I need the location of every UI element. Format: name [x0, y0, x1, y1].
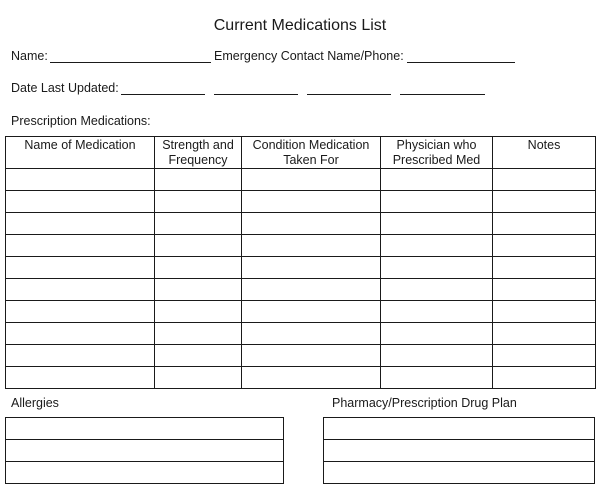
table-cell[interactable] — [493, 257, 596, 279]
table-cell[interactable] — [6, 462, 284, 484]
table-cell[interactable] — [6, 323, 155, 345]
table-cell[interactable] — [155, 213, 242, 235]
table-cell[interactable] — [493, 301, 596, 323]
table-cell[interactable] — [493, 213, 596, 235]
table-cell[interactable] — [242, 191, 381, 213]
date-field-2[interactable] — [214, 94, 298, 95]
table-cell[interactable] — [6, 235, 155, 257]
table-cell[interactable] — [155, 367, 242, 389]
table-cell[interactable] — [242, 323, 381, 345]
table-row — [6, 367, 596, 389]
table-cell[interactable] — [493, 235, 596, 257]
emergency-contact-field[interactable] — [407, 62, 515, 63]
table-cell[interactable] — [381, 191, 493, 213]
table-row — [324, 462, 595, 484]
table-cell[interactable] — [242, 301, 381, 323]
date-field-3[interactable] — [307, 94, 391, 95]
table-cell[interactable] — [242, 235, 381, 257]
table-cell[interactable] — [324, 418, 595, 440]
table-cell[interactable] — [155, 257, 242, 279]
date-updated-label: Date Last Updated: — [11, 81, 119, 95]
table-cell[interactable] — [493, 323, 596, 345]
pharmacy-label: Pharmacy/Prescription Drug Plan — [332, 396, 517, 410]
table-row — [6, 169, 596, 191]
table-row — [6, 462, 284, 484]
column-header: Name of Medication — [6, 137, 155, 169]
table-cell[interactable] — [6, 257, 155, 279]
table-cell[interactable] — [6, 367, 155, 389]
table-cell[interactable] — [242, 257, 381, 279]
table-cell[interactable] — [381, 257, 493, 279]
table-cell[interactable] — [155, 323, 242, 345]
table-cell[interactable] — [6, 279, 155, 301]
table-cell[interactable] — [381, 279, 493, 301]
table-cell[interactable] — [242, 213, 381, 235]
table-row — [6, 418, 284, 440]
date-field-4[interactable] — [400, 94, 485, 95]
column-header: Condition Medication Taken For — [242, 137, 381, 169]
table-cell[interactable] — [6, 191, 155, 213]
table-row — [6, 235, 596, 257]
table-cell[interactable] — [381, 345, 493, 367]
table-cell[interactable] — [381, 213, 493, 235]
prescription-table — [5, 136, 596, 389]
prescription-section-label: Prescription Medications: — [11, 114, 151, 128]
table-cell[interactable] — [6, 301, 155, 323]
table-cell[interactable] — [6, 345, 155, 367]
table-row — [6, 301, 596, 323]
table-cell[interactable] — [6, 418, 284, 440]
table-cell[interactable] — [493, 169, 596, 191]
table-cell[interactable] — [242, 279, 381, 301]
table-cell[interactable] — [493, 345, 596, 367]
table-cell[interactable] — [324, 440, 595, 462]
pharmacy-table — [323, 417, 595, 484]
emergency-contact-label: Emergency Contact Name/Phone: — [214, 49, 404, 63]
table-cell[interactable] — [242, 169, 381, 191]
table-row — [6, 257, 596, 279]
table-cell[interactable] — [493, 279, 596, 301]
table-row — [6, 323, 596, 345]
table-cell[interactable] — [6, 169, 155, 191]
table-row — [324, 440, 595, 462]
name-field[interactable] — [50, 62, 211, 63]
table-cell[interactable] — [155, 235, 242, 257]
allergies-table — [5, 417, 284, 484]
table-cell[interactable] — [381, 367, 493, 389]
table-cell[interactable] — [324, 462, 595, 484]
table-cell[interactable] — [242, 345, 381, 367]
table-cell[interactable] — [242, 367, 381, 389]
date-field-1[interactable] — [121, 94, 205, 95]
name-label: Name: — [11, 49, 48, 63]
table-cell[interactable] — [381, 169, 493, 191]
table-row — [6, 213, 596, 235]
table-cell[interactable] — [381, 323, 493, 345]
table-cell[interactable] — [155, 279, 242, 301]
column-header: Physician who Prescribed Med — [381, 137, 493, 169]
table-row — [6, 440, 284, 462]
page-title: Current Medications List — [213, 17, 387, 34]
table-row — [6, 191, 596, 213]
table-cell[interactable] — [155, 169, 242, 191]
table-cell[interactable] — [6, 213, 155, 235]
column-header: Notes — [493, 137, 596, 169]
table-cell[interactable] — [381, 301, 493, 323]
table-row — [6, 345, 596, 367]
table-cell[interactable] — [155, 191, 242, 213]
table-header-row — [6, 137, 596, 169]
table-cell[interactable] — [493, 367, 596, 389]
table-cell[interactable] — [155, 301, 242, 323]
allergies-label: Allergies — [11, 396, 59, 410]
table-cell[interactable] — [493, 191, 596, 213]
table-row — [324, 418, 595, 440]
column-header: Strength and Frequency — [155, 137, 242, 169]
table-cell[interactable] — [6, 440, 284, 462]
table-row — [6, 279, 596, 301]
table-cell[interactable] — [155, 345, 242, 367]
table-cell[interactable] — [381, 235, 493, 257]
